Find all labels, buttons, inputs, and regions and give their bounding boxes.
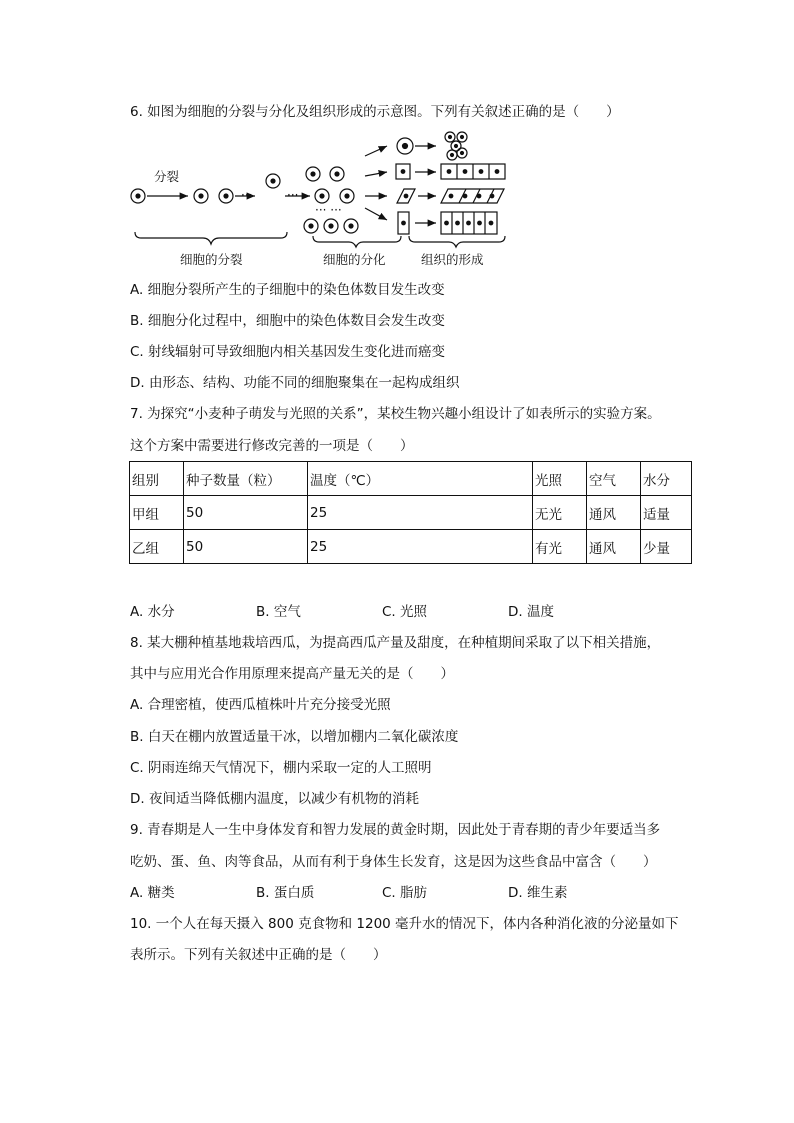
q8-stem-line1: 8. 某大棚种植基地栽培西瓜，为提高西瓜产量及甜度，在种植期间采取了以下相关措施， [130, 635, 661, 651]
q7-option-a: A. 水分 [130, 604, 175, 620]
table-header-cell: 空气 [587, 462, 641, 496]
q6-option-a: A. 细胞分裂所产生的子细胞中的染色体数目发生改变 [130, 282, 445, 298]
svg-text:··· ···: ··· ··· [315, 203, 342, 217]
table-cell: 乙组 [130, 530, 184, 564]
table-cell: 50 [184, 496, 308, 530]
q9-stem-line1: 9. 青春期是人一生中身体发育和智力发展的黄金时期，因此处于青春期的青少年要适当多 [130, 822, 661, 838]
q6-stem: 6. 如图为细胞的分裂与分化及组织形成的示意图。下列有关叙述正确的是（ ） [130, 104, 620, 120]
q7-option-c: C. 光照 [382, 604, 428, 620]
table-cell: 甲组 [130, 496, 184, 530]
q9-option-b: B. 蛋白质 [256, 885, 315, 901]
q6-option-d: D. 由形态、结构、功能不同的细胞聚集在一起构成组织 [130, 375, 460, 391]
q9-option-d: D. 维生素 [508, 885, 568, 901]
q8-option-a: A. 合理密植，使西瓜植株叶片充分接受光照 [130, 697, 391, 713]
q7-stem-line2: 这个方案中需要进行修改完善的一项是（ ） [130, 438, 414, 454]
q7-stem-line1: 7. 为探究“小麦种子萌发与光照的关系”，某校生物兴趣小组设计了如表所示的实验方案。 [130, 406, 661, 422]
q9-stem-line2: 吃奶、蛋、鱼、肉等食品，从而有利于身体生长发育，这是因为这些食品中富含（ ） [130, 854, 657, 870]
table-cell: 25 [308, 530, 533, 564]
table-header-cell: 光照 [533, 462, 587, 496]
q10-stem-line1: 10. 一个人在每天摄入 800 克食物和 1200 毫升水的情况下，体内各种消化液的分泌量如下 [130, 916, 679, 932]
svg-text:···: ··· [241, 188, 253, 202]
table-header-cell: 种子数量（粒） [184, 462, 308, 496]
q8-option-b: B. 白天在棚内放置适量干冰，以增加棚内二氧化碳浓度 [130, 729, 459, 745]
table-header-cell: 组别 [130, 462, 184, 496]
table-cell: 通风 [587, 530, 641, 564]
table-row [130, 530, 692, 564]
q8-option-c: C. 阴雨连绵天气情况下，棚内采取一定的人工照明 [130, 760, 432, 776]
experiment-table [129, 461, 692, 564]
q7-option-b: B. 空气 [256, 604, 301, 620]
svg-text:···: ··· [287, 188, 299, 202]
q10-stem-line2: 表所示。下列有关叙述中正确的是（ ） [130, 947, 387, 963]
q9-option-c: C. 脂肪 [382, 885, 428, 901]
table-cell: 50 [184, 530, 308, 564]
table-header-cell: 水分 [641, 462, 692, 496]
table-header-row [130, 462, 692, 496]
q6-option-b: B. 细胞分化过程中，细胞中的染色体数目会发生改变 [130, 313, 445, 329]
caption-cell-differentiation: 细胞的分化 [323, 252, 386, 267]
table-header-cell: 温度（℃） [308, 462, 533, 496]
table-cell: 通风 [587, 496, 641, 530]
table-cell: 25 [308, 496, 533, 530]
q7-option-d: D. 温度 [508, 604, 554, 620]
q8-stem-line2: 其中与应用光合作用原理来提高产量无关的是（ ） [130, 666, 454, 682]
table-cell: 有光 [533, 530, 587, 564]
table-cell: 少量 [641, 530, 692, 564]
caption-tissue-formation: 组织的形成 [421, 252, 484, 267]
q8-option-d: D. 夜间适当降低棚内温度，以减少有机物的消耗 [130, 791, 419, 807]
table-cell: 无光 [533, 496, 587, 530]
table-cell: 适量 [641, 496, 692, 530]
caption-cell-division: 细胞的分裂 [180, 252, 243, 267]
q6-option-c: C. 射线辐射可导致细胞内相关基因发生变化进而癌变 [130, 344, 446, 360]
q9-option-a: A. 糖类 [130, 885, 175, 901]
cell-division-differentiation-figure [125, 128, 515, 270]
division-arrow-label: 分裂 [154, 169, 180, 184]
table-row [130, 496, 692, 530]
